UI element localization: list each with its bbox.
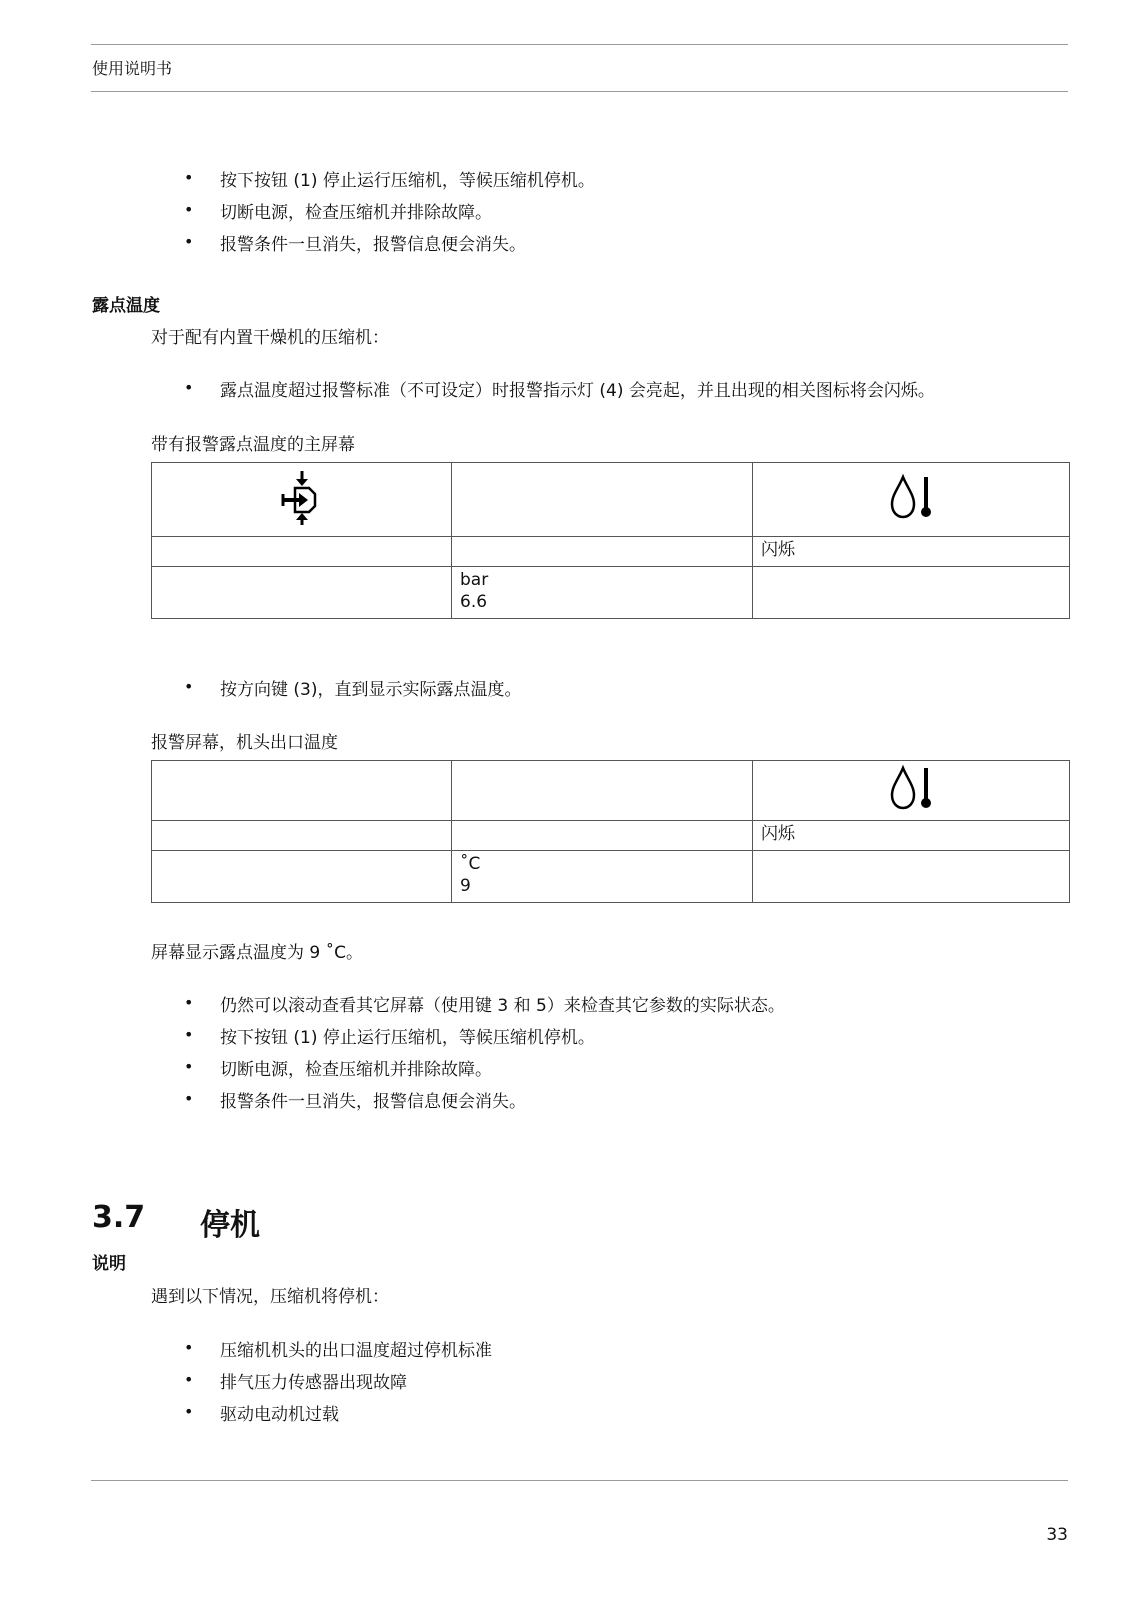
table2-caption: 报警屏幕，机头出口温度 <box>151 733 338 753</box>
section-sub-heading: 说明 <box>92 1254 126 1274</box>
header-title: 使用说明书 <box>92 59 173 78</box>
pressure-value: 6.6 <box>460 592 488 612</box>
table2-cell-empty <box>152 761 452 821</box>
table2-value-cell <box>452 851 753 903</box>
bullet-glyph: • <box>184 1089 194 1108</box>
bullet-glyph: • <box>184 1338 194 1357</box>
bullet-glyph: • <box>184 677 194 696</box>
arrow-key-bullet: 按方向键 (3)，直到显示实际露点温度。 <box>220 680 522 700</box>
main-screen-table <box>151 462 1070 619</box>
table1-cell-empty <box>152 537 452 567</box>
bullet-glyph: • <box>184 378 194 397</box>
table1-caption: 带有报警露点温度的主屏幕 <box>151 435 355 455</box>
dewpoint-thermometer-icon <box>887 764 935 812</box>
footer-rule <box>91 1480 1068 1481</box>
table1-value-cell <box>452 567 753 619</box>
temperature-value: 9 <box>460 876 471 896</box>
compressor-icon <box>277 467 327 527</box>
bullet-item: 切断电源，检查压缩机并排除故障。 <box>220 1060 492 1080</box>
shutdown-reason: 驱动电动机过载 <box>220 1405 339 1425</box>
bullet-glyph: • <box>184 232 194 251</box>
table1-blink-label: 闪烁 <box>753 537 1070 567</box>
bullet-item: 按下按钮 (1) 停止运行压缩机，等候压缩机停机。 <box>220 171 595 191</box>
table2-cell-empty <box>452 761 753 821</box>
table2-cell-empty <box>152 821 452 851</box>
table2-cell-empty <box>452 821 753 851</box>
dewpoint-heading: 露点温度 <box>92 296 160 316</box>
bullet-item: 按下按钮 (1) 停止运行压缩机，等候压缩机停机。 <box>220 1028 595 1048</box>
table2-blink-label: 闪烁 <box>753 821 1070 851</box>
alarm-screen-table <box>151 760 1070 903</box>
shutdown-reason: 压缩机机头的出口温度超过停机标准 <box>220 1341 492 1361</box>
bullet-item: 报警条件一旦消失，报警信息便会消失。 <box>220 1092 526 1112</box>
bullet-glyph: • <box>184 1025 194 1044</box>
section-intro: 遇到以下情况，压缩机将停机： <box>151 1287 389 1307</box>
table1-cell-empty <box>452 537 753 567</box>
shutdown-reason: 排气压力传感器出现故障 <box>220 1373 407 1393</box>
table1-cell-dewpoint-icon <box>753 463 1070 537</box>
dewpoint-thermometer-icon <box>887 473 935 521</box>
bullet-item: 报警条件一旦消失，报警信息便会消失。 <box>220 235 526 255</box>
dewpoint-bullet: 露点温度超过报警标准（不可设定）时报警指示灯 (4) 会亮起，并且出现的相关图标将会闪烁。 <box>220 381 935 401</box>
section-title: 停机 <box>200 1208 260 1243</box>
bullet-item: 仍然可以滚动查看其它屏幕（使用键 3 和 5）来检查其它参数的实际状态。 <box>220 996 785 1016</box>
table2-cell-dewpoint-icon <box>753 761 1070 821</box>
table2-cell-empty <box>152 851 452 903</box>
header-bottom-rule <box>91 91 1068 92</box>
page-number: 33 <box>1046 1525 1068 1545</box>
bullet-glyph: • <box>184 1402 194 1421</box>
bullet-glyph: • <box>184 1057 194 1076</box>
bullet-glyph: • <box>184 200 194 219</box>
bullet-glyph: • <box>184 168 194 187</box>
header-top-rule <box>91 44 1068 45</box>
dewpoint-intro: 对于配有内置干燥机的压缩机： <box>151 328 389 348</box>
bullet-glyph: • <box>184 993 194 1012</box>
bullet-item: 切断电源，检查压缩机并排除故障。 <box>220 203 492 223</box>
temperature-unit: ˚C <box>460 854 481 874</box>
table1-cell-empty <box>753 567 1070 619</box>
table1-cell-icon <box>152 463 452 537</box>
dewpoint-note: 屏幕显示露点温度为 9 ˚C。 <box>151 943 363 963</box>
section-number: 3.7 <box>92 1200 146 1235</box>
table1-cell-empty <box>452 463 753 537</box>
table2-cell-empty <box>753 851 1070 903</box>
bullet-glyph: • <box>184 1370 194 1389</box>
table1-cell-empty <box>152 567 452 619</box>
pressure-unit: bar <box>460 570 489 590</box>
